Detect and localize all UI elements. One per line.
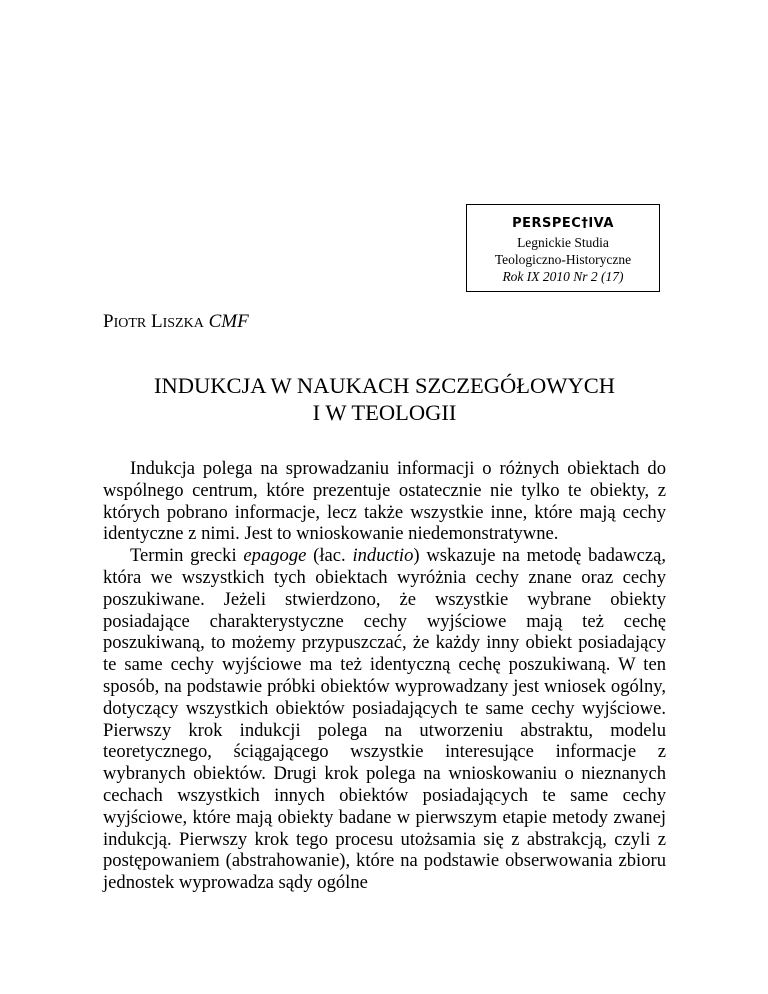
- journal-info-box: [466, 204, 660, 292]
- journal-subtitle-line2: Teologiczno-Historyczne: [494, 252, 632, 267]
- paragraph-2-part-a: Termin grecki: [130, 545, 244, 567]
- article-body: [103, 458, 666, 894]
- author-last-rest: ISZKA: [162, 316, 204, 331]
- journal-subtitle-line1: Legnickie Studia: [517, 235, 609, 250]
- journal-name: PERSPEC†IVA: [512, 216, 614, 231]
- author-first-initial: P: [103, 311, 114, 332]
- author-name: [103, 310, 249, 336]
- article-title: [103, 372, 666, 426]
- author-last-initial: L: [151, 311, 163, 332]
- paragraph-2: [103, 545, 666, 894]
- paragraph-2-part-b: (łac.: [306, 545, 353, 567]
- paragraph-2-part-c: ) wskazuje na metodę badawczą, która we wszystkich tych obiektach wyróżnia cechy znane oraz cechy poszukiwane. Jeżeli stwierdzono, że wszystkie wybrane obiekty posiadające charakterystyczne cechy wyjściowe mają też cechę poszukiwaną, to możemy przypuszczać, że każdy inny obiekt posiadający te same cechy wyjściowe ma też identyczną cechę poszukiwaną. W ten sposób, na podstawie próbki obiektów wyprowadzany jest wniosek ogólny, dotyczący wszystkich obiektów posiadających te same cechy wyjściowe. Pierwszy krok indukcji polega na utworzeniu abstraktu, modelu teoretycznego, ściągającego wszystkie interesujące informacje z wybranych obiektów. Drugi krok polega na wnioskowaniu o nieznanych cechach wszystkich innych obiektów posiadających te same cechy wyjściowe, które mają obiekty badane w pierwszym etapie metody zwanej indukcją. Pierwszy krok tego procesu utożsamia się z abstrakcją, czyli z postępowaniem (abstrahowanie), które na podstawie obserwowania zbioru jednostek wyprowadza sądy ogólne: [103, 545, 666, 894]
- term-epagoge: epagoge: [243, 545, 307, 567]
- title-line2: I W TEOLOGII: [312, 400, 457, 425]
- term-inductio: inductio: [352, 545, 414, 567]
- paragraph-1: Indukcja polega na sprowadzaniu informacji o różnych obiektach do wspólnego centrum, które prezentuje ostatecznie nie tylko te obiekty, z których pobrano informacje, lecz także wszystkie inne, które mają cechy identyczne z nimi. Jest to wnioskowanie niedemonstratywne.: [103, 458, 666, 545]
- author-first-rest: IOTR: [113, 316, 147, 331]
- author-suffix: CMF: [208, 311, 249, 332]
- title-line1: INDUKCJA W NAUKACH SZCZEGÓŁOWYCH: [153, 373, 616, 398]
- journal-issue: Rok IX 2010 Nr 2 (17): [502, 269, 624, 284]
